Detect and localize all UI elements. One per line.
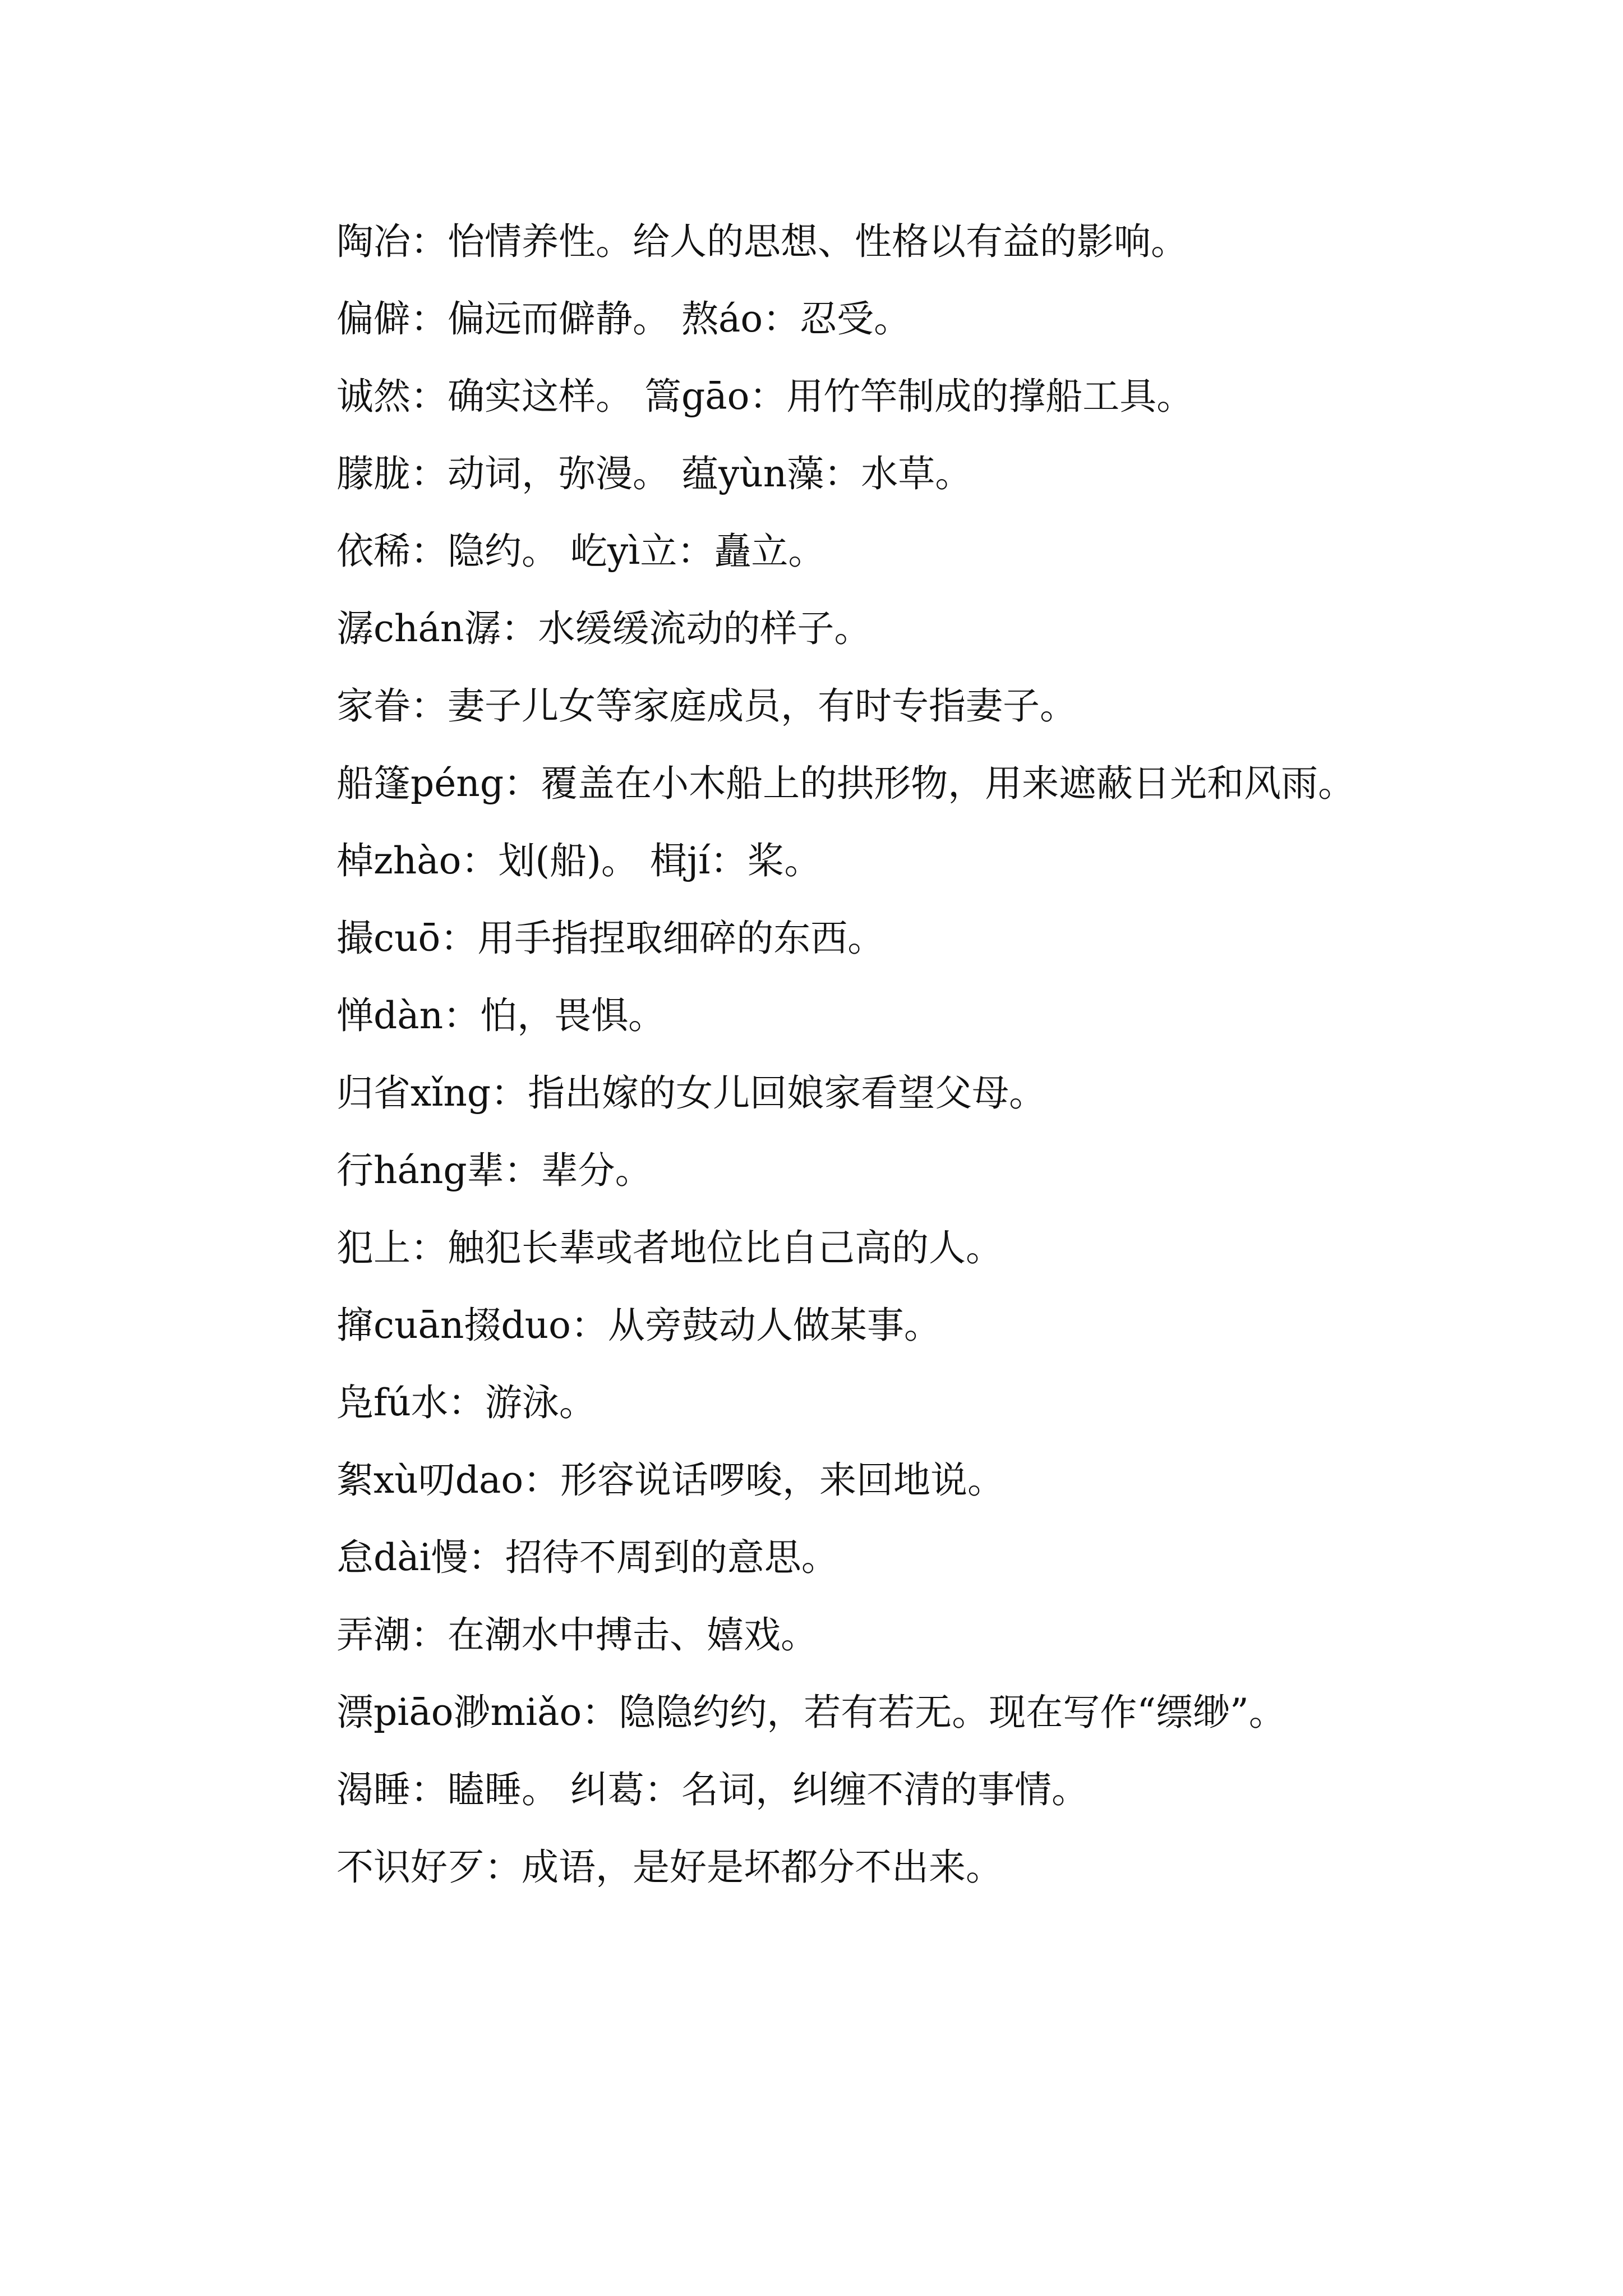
entry-guixing: 归省xǐng：指出嫁的女儿回娘家看望父母。 xyxy=(336,1071,1046,1115)
entry-nongchao: 弄潮：在潮水中搏击、嬉戏。 xyxy=(336,1613,818,1657)
entry-yixi: 依稀：隐约。 屹yì立：矗立。 xyxy=(336,530,826,573)
entry-chuanpeng: 船篷péng：覆盖在小木船上的拱形物，用来遮蔽日光和风雨。 xyxy=(336,762,1355,805)
entry-bushihaodai: 不识好歹：成语，是好是坏都分不出来。 xyxy=(336,1846,1003,1889)
entry-keshui: 渴睡：瞌睡。 纠葛：名词，纠缠不清的事情。 xyxy=(336,1768,1089,1811)
entry-dan: 惮dàn：怕，畏惧。 xyxy=(336,994,666,1037)
entry-pianpi: 偏僻：偏远而僻静。 熬áo：忍受。 xyxy=(336,297,911,341)
document-page xyxy=(247,203,1391,1906)
entry-daiman: 怠dài慢：招待不周到的意思。 xyxy=(336,1536,838,1579)
entry-xudao: 絮xù叨dao：形容说话啰唆，来回地说。 xyxy=(336,1458,1005,1502)
entry-taoye: 陶冶：怡情养性。给人的思想、性格以有益的影响。 xyxy=(336,220,1188,263)
entry-chanchan: 潺chán潺：水缓缓流动的样子。 xyxy=(336,607,872,650)
entry-fanshang: 犯上：触犯长辈或者地位比自己高的人。 xyxy=(336,1226,1003,1269)
entry-zhao: 棹zhào：划(船)。 楫jí：桨。 xyxy=(336,839,822,882)
entry-jiajuan: 家眷：妻子儿女等家庭成员，有时专指妻子。 xyxy=(336,684,1077,728)
entry-cuanduo: 撺cuān掇duo：从旁鼓动人做某事。 xyxy=(336,1304,941,1347)
entry-fushui: 凫fú水：游泳。 xyxy=(336,1381,596,1424)
entry-cuo: 撮cuō：用手指捏取细碎的东西。 xyxy=(336,917,885,960)
entry-hangbei: 行háng辈：辈分。 xyxy=(336,1149,652,1192)
entry-menglong: 朦胧：动词，弥漫。 蕴yùn藻：水草。 xyxy=(336,452,972,495)
entry-chengran: 诚然：确实这样。 篙gāo：用竹竿制成的撑船工具。 xyxy=(336,375,1194,418)
entry-piaomiao: 漂piāo渺miǎo：隐隐约约，若有若无。现在写作“缥缈”。 xyxy=(336,1691,1286,1734)
